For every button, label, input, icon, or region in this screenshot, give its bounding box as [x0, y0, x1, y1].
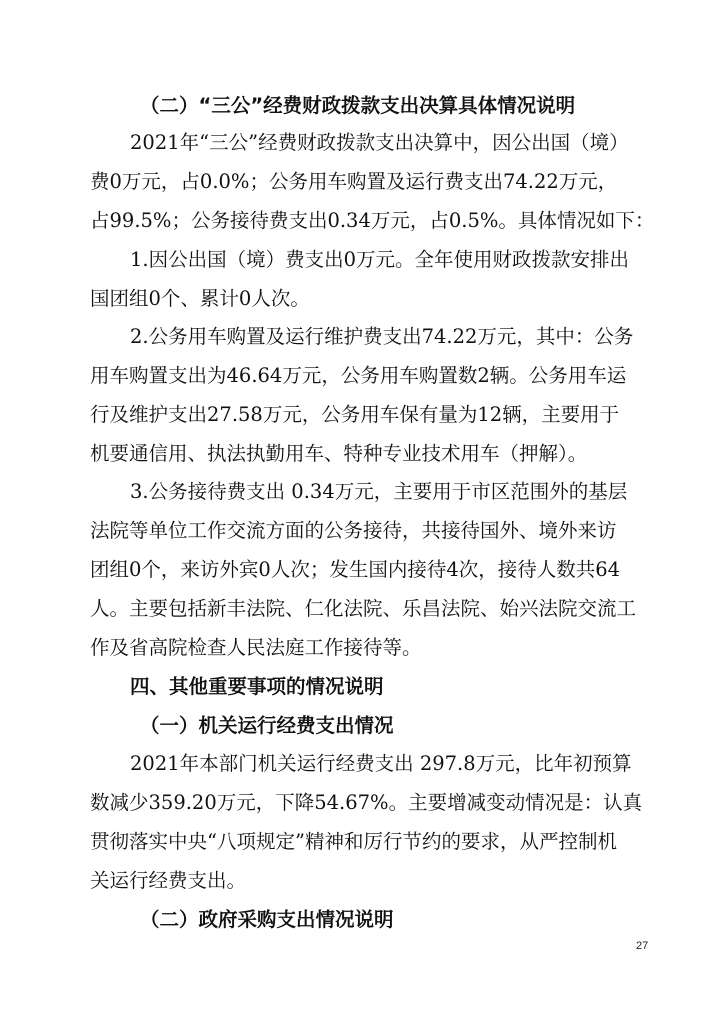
- para-line: 机要通信用、执法执勤用车、特种专业技术用车（押解）。: [90, 442, 588, 465]
- para-line: 行及维护支出27.58万元，公务用车保有量为12辆，主要用于: [90, 403, 620, 426]
- para-line: 1.因公出国（境）费支出0万元。全年使用财政拨款安排出: [130, 248, 630, 271]
- para-line: 用车购置支出为46.64万元，公务用车购置数2辆。公务用车运: [90, 364, 627, 387]
- para-line: 国团组0个、累计0人次。: [90, 287, 310, 310]
- para-line: 数减少359.20万元，下降54.67%。主要增减变动情况是：认真: [90, 791, 643, 814]
- page-number: 27: [636, 940, 649, 952]
- para-line: 法院等单位工作交流方面的公务接待，共接待国外、境外来访: [90, 519, 617, 542]
- heading-other-matters: 四、其他重要事项的情况说明: [130, 675, 384, 698]
- para-line: 关运行经费支出。: [90, 869, 247, 892]
- heading-procurement: （二）政府采购支出情况说明: [140, 908, 394, 931]
- para-line: 人。主要包括新丰法院、仁化法院、乐昌法院、始兴法院交流工: [90, 597, 637, 620]
- para-line: 3.公务接待费支出 0.34万元，主要用于市区范围外的基层: [130, 480, 628, 503]
- heading-agency-operating: （一）机关运行经费支出情况: [140, 714, 394, 737]
- para-line: 占99.5%；公务接待费支出0.34万元，占0.5%。具体情况如下：: [90, 209, 655, 232]
- para-line: 2021年“三公”经费财政拨款支出决算中，因公出国（境）: [130, 131, 629, 154]
- para-line: 贯彻落实中央“八项规定”精神和厉行节约的要求，从严控制机: [90, 830, 617, 853]
- heading-sangong: （二）“三公”经费财政拨款支出决算具体情况说明: [140, 94, 576, 117]
- para-line: 作及省高院检查人民法庭工作接待等。: [90, 636, 422, 659]
- para-line: 费0万元，占0.0%；公务用车购置及运行费支出74.22万元，: [90, 170, 618, 193]
- para-line: 2021年本部门机关运行经费支出 297.8万元，比年初预算: [130, 752, 632, 775]
- para-line: 2.公务用车购置及运行维护费支出74.22万元，其中：公务: [130, 325, 634, 348]
- para-line: 团组0个，来访外宾0人次；发生国内接待4次，接待人数共64: [90, 558, 621, 581]
